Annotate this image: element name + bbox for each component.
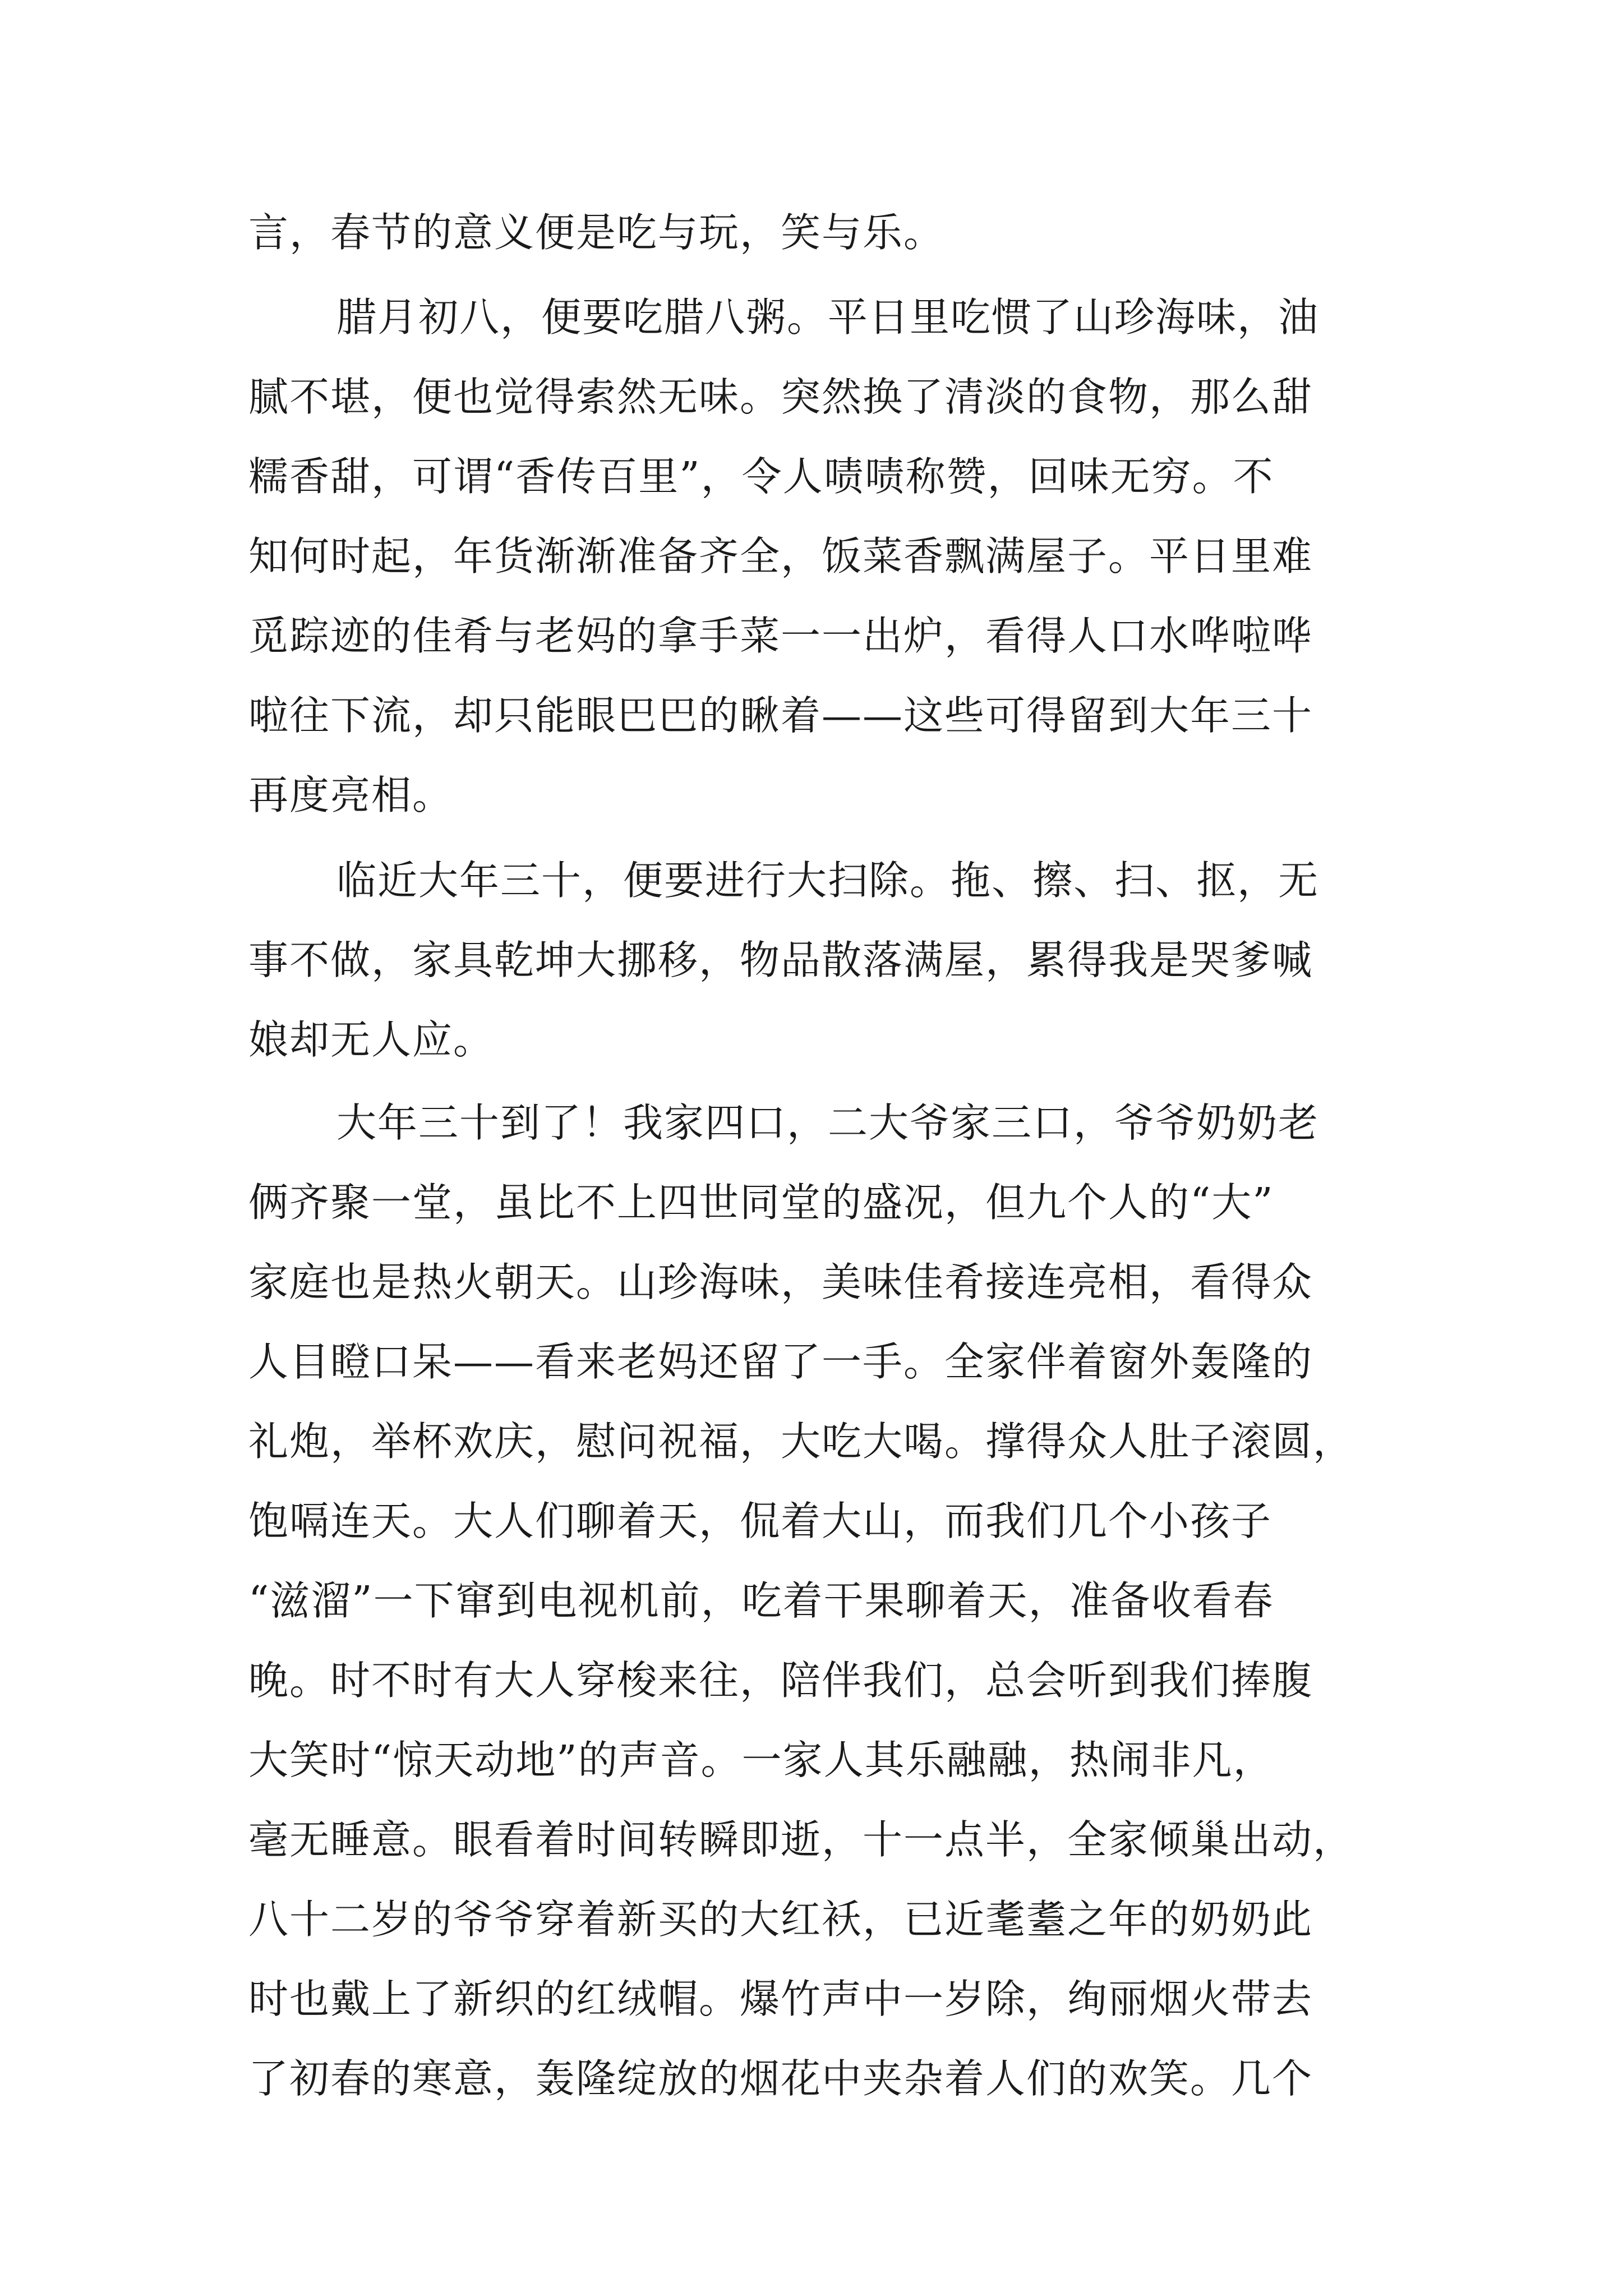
text-line: 再度亮相。 xyxy=(248,772,454,818)
text-line: 大年三十到了！我家四口，二大爷家三口，爷爷奶奶老 xyxy=(336,1099,1320,1146)
text-line: 腊月初八，便要吃腊八粥。平日里吃惯了山珍海味，油 xyxy=(336,294,1320,341)
text-line: 晚。时不时有大人穿梭来往，陪伴我们，总会听到我们捧腹 xyxy=(248,1657,1313,1704)
text-line: 啦往下流，却只能眼巴巴的瞅着——这些可得留到大年三十 xyxy=(248,692,1313,739)
text-line: 临近大年三十，便要进行大扫除。拖、擦、扫、抠，无 xyxy=(336,857,1320,904)
text-line: 觅踪迹的佳肴与老妈的拿手菜一一出炉，看得人口水哗啦哗 xyxy=(248,613,1313,659)
text-line: 了初春的寒意，轰隆绽放的烟花中夹杂着人们的欢笑。几个 xyxy=(248,2055,1313,2102)
text-line: 时也戴上了新织的红绒帽。爆竹声中一岁除，绚丽烟火带去 xyxy=(248,1976,1313,2022)
text-line: 大笑时“惊天动地”的声音。一家人其乐融融，热闹非凡， xyxy=(248,1737,1274,1783)
text-line: 事不做，家具乾坤大挪移，物品散落满屋，累得我是哭爹喊 xyxy=(248,937,1313,983)
text-line: 糯香甜，可谓“香传百里”，令人啧啧称赞，回味无穷。不 xyxy=(248,453,1274,500)
text-line: 腻不堪，便也觉得索然无味。突然换了清淡的食物，那么甜 xyxy=(248,374,1313,420)
text-line: “滋溜”一下窜到电视机前，吃着干果聊着天，准备收看春 xyxy=(248,1577,1274,1624)
text-line: 娘却无人应。 xyxy=(248,1016,495,1063)
text-line: 人目瞪口呆——看来老妈还留了一手。全家伴着窗外轰隆的 xyxy=(248,1338,1313,1385)
text-line: 八十二岁的爷爷穿着新买的大红袄，已近耄耋之年的奶奶此 xyxy=(248,1896,1313,1943)
text-line: 饱嗝连天。大人们聊着天，侃着大山，而我们几个小孩子 xyxy=(248,1498,1272,1544)
text-line: 知何时起，年货渐渐准备齐全，饭菜香飘满屋子。平日里难 xyxy=(248,533,1313,579)
text-line: 毫无睡意。眼看着时间转瞬即逝，十一点半，全家倾巢出动， xyxy=(248,1816,1354,1863)
text-line: 俩齐聚一堂，虽比不上四世同堂的盛况，但九个人的“大” xyxy=(248,1179,1274,1226)
text-line: 家庭也是热火朝天。山珍海味，美味佳肴接连亮相，看得众 xyxy=(248,1259,1313,1305)
text-line: 礼炮，举杯欢庆，慰问祝福，大吃大喝。撑得众人肚子滚圆， xyxy=(248,1418,1354,1465)
text-line: 言，春节的意义便是吃与玩，笑与乐。 xyxy=(248,209,945,256)
